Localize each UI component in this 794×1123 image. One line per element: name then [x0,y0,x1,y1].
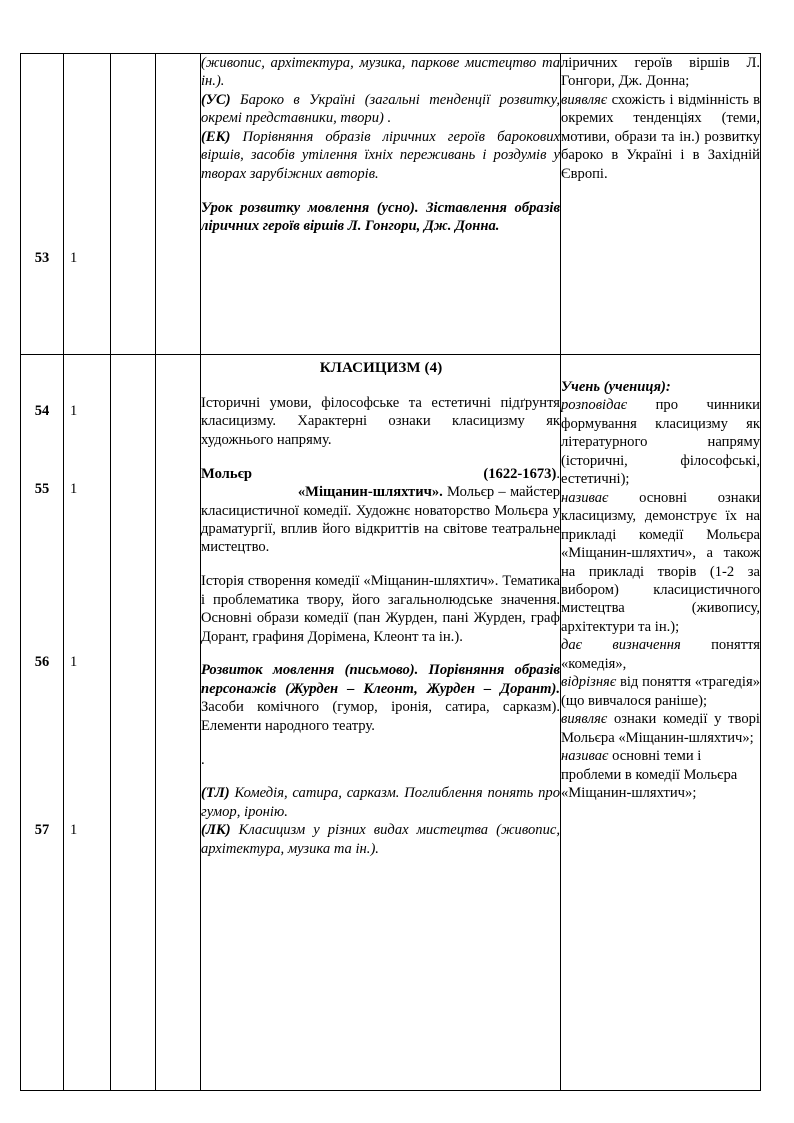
speech-development-note: Урок розвитку мовлення (усно). Зіставлення образів ліричних героїв віршів Л. Гонгори, Дж. Донна. [201,199,560,234]
content-cell-53 [201,54,561,355]
date-cell-2 [156,355,201,1091]
work-title: «Міщанин-шляхтич». [297,484,443,501]
content-text: Мольєр – майстер класицистичної комедії. Художнє новаторство Мольєра у драматургії, вплив його відкриттів на світове театральне мистецтво. [201,484,560,556]
content-paragraph-moliere [201,465,560,557]
content-paragraph [201,91,560,128]
outcome-text: про чинники формування класицизму як літературного напряму (історичні, філософські, естетичні); [561,397,760,488]
outcome-verb: розповідає [561,397,628,414]
lesson-number: 57 [34,822,50,838]
table-row [21,54,761,355]
content-paragraph [201,128,560,183]
content-text: Комедія, сатира, сарказм. Поглиблення понять про гумор, іронію. [201,785,560,820]
marker-ek: (ЕК) [201,128,231,145]
marker-tl: (ТЛ) [201,785,230,802]
lesson-number: 55 [34,481,50,497]
lesson-number: 54 [34,403,50,419]
lesson-number-cell-group [21,355,64,1091]
outcome-verb: дає визначення [561,637,681,654]
outcome-paragraph [561,747,760,802]
content-text: Засоби комічного (гумор, іронія, сатира, сарказм). Елементи народного театру. [201,699,560,734]
section-heading: КЛАСИЦИЗМ (4) [319,360,443,376]
outcome-paragraph: ліричних героїв віршів Л. Гонгори, Дж. Донна; [561,55,760,90]
outcome-verb: виявляє [561,91,608,108]
lesson-number: 53 [34,250,50,266]
marker-lk: (ЛК) [201,822,231,839]
hours-value: 1 [70,403,78,419]
punct: . [556,465,560,482]
outcome-paragraph [561,673,760,710]
outcome-text: основні ознаки класицизму, демонструє їх на прикладі комедії Мольєра «Міщанин-шляхтич», а також на прикладі творів (1-2 за вибором) класицистичного мистецтва (живопису, архітектури та ін.); [561,489,760,635]
outcome-text: від поняття «трагедія» (що вивчалося раніше); [561,674,760,709]
lesson-number-cell [21,54,64,355]
outcome-text: схожість і відмінність в окремих тенденціях (теми, мотиви, образи та ін.) розвитку бароко в Україні і в Західній Європі. [561,91,760,182]
table-row-classicism [21,355,761,1091]
content-paragraph: Історія створення комедії «Міщанин-шляхтич». Тематика і проблематика твору, його загальнолюдське значення. Основні образи комедії (пан Журден, пані Журден, граф Дорант, графиня Дорімена, Клеонт та ін.). [201,573,560,645]
content-text: Класицизм у різних видах мистецтва (живопис, архітектура, музика та ін.). [201,822,560,857]
date-cell-1 [111,355,156,1091]
content-paragraph-tl [201,784,560,821]
outcome-paragraph [561,396,760,488]
outcomes-cell-classicism [561,355,761,1091]
content-cell-classicism [201,355,561,1091]
outcomes-heading: Учень (учениця): [561,379,671,395]
hours-value: 1 [70,250,78,266]
content-text: Порівняння образів ліричних героїв барокових віршів, засобів утілення їхніх переживань і роздумів у творах зарубіжних авторів. [201,128,560,182]
stray-dot: . [201,751,205,768]
hours-cell-group [64,355,111,1091]
content-text: Бароко в Україні (загальні тенденції розвитку, окремі представники, твори) . [201,91,560,127]
outcome-text: поняття «комедія», [561,637,760,672]
author-dates: (1622-1673) [483,465,557,482]
outcome-paragraph [561,636,760,673]
outcome-paragraph [561,91,760,183]
marker-us: (УС) [201,91,231,108]
lesson-number: 56 [34,654,50,670]
curriculum-table [20,53,761,1091]
outcome-verb: виявляє [561,711,608,728]
outcome-verb: відрізняє [561,674,617,691]
hours-cell [64,54,111,355]
content-paragraph-lk [201,821,560,858]
date-cell-1 [111,54,156,355]
outcome-verb: називає [561,748,609,765]
hours-value: 1 [70,654,78,670]
outcome-text: ознаки комедії у творі Мольєра «Міщанин-шляхтич»; [561,711,760,746]
date-cell-2 [156,54,201,355]
content-paragraph: Історичні умови, філософське та естетичні підґрунтя класицизму. Характерні ознаки класицизму як художнього напряму. [201,394,560,448]
content-paragraph-speech [201,661,560,735]
outcome-text: основні теми і проблеми в комедії Мольєра «Міщанин-шляхтич»; [561,748,738,801]
content-paragraph: (живопис, архітектура, музика, паркове мистецтво та ін.). [201,55,560,90]
hours-value: 1 [70,481,78,497]
hours-value: 1 [70,822,78,838]
outcomes-cell-53 [561,54,761,355]
outcome-paragraph [561,489,760,637]
outcome-verb: називає [561,489,609,506]
author-name: Мольєр [201,465,253,482]
speech-development-note: Розвиток мовлення (письмово). Порівняння образів персонажів (Журден – Клеонт, Журден – Дорант). [201,662,560,697]
outcome-paragraph [561,710,760,747]
